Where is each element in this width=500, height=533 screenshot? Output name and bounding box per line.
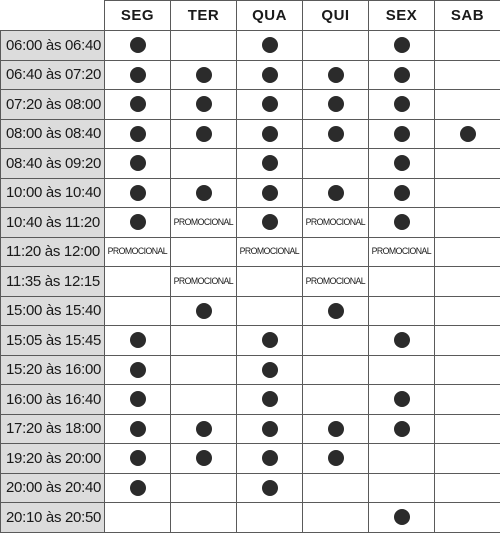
schedule-row <box>1 414 500 444</box>
schedule-cell <box>369 385 435 415</box>
class-available-dot-icon <box>130 421 146 437</box>
class-available-dot-icon <box>394 155 410 171</box>
class-available-dot-icon <box>394 214 410 230</box>
promotional-label: PROMOCIONAL <box>174 276 233 287</box>
schedule-row <box>1 149 500 179</box>
class-available-dot-icon <box>328 303 344 319</box>
schedule-row <box>1 60 500 90</box>
schedule-cell <box>105 90 171 120</box>
day-header-qui: QUI <box>303 1 369 31</box>
schedule-row <box>1 237 500 267</box>
schedule-cell <box>435 149 500 179</box>
class-available-dot-icon <box>196 303 212 319</box>
schedule-row <box>1 267 500 297</box>
schedule-cell <box>435 31 500 61</box>
class-available-dot-icon <box>130 450 146 466</box>
schedule-cell <box>105 326 171 356</box>
schedule-cell <box>171 237 237 267</box>
schedule-cell <box>369 355 435 385</box>
schedule-cell <box>369 267 435 297</box>
schedule-cell <box>369 237 435 267</box>
schedule-cell <box>171 326 237 356</box>
schedule-cell <box>171 355 237 385</box>
schedule-cell <box>171 473 237 503</box>
class-available-dot-icon <box>394 96 410 112</box>
class-available-dot-icon <box>130 362 146 378</box>
schedule-cell <box>435 60 500 90</box>
day-header-ter: TER <box>171 1 237 31</box>
class-available-dot-icon <box>262 362 278 378</box>
promotional-label: PROMOCIONAL <box>174 217 233 228</box>
schedule-cell <box>105 444 171 474</box>
time-slot-label: 15:05 às 15:45 <box>1 326 105 356</box>
schedule-cell <box>303 208 369 238</box>
time-slot-label: 20:10 às 20:50 <box>1 503 105 533</box>
schedule-cell <box>237 60 303 90</box>
schedule-cell <box>435 237 500 267</box>
schedule-cell <box>435 208 500 238</box>
time-slot-label: 06:40 às 07:20 <box>1 60 105 90</box>
schedule-cell <box>369 326 435 356</box>
schedule-cell <box>435 326 500 356</box>
class-available-dot-icon <box>130 126 146 142</box>
schedule-row <box>1 90 500 120</box>
schedule-row <box>1 355 500 385</box>
class-available-dot-icon <box>196 67 212 83</box>
schedule-cell <box>171 60 237 90</box>
schedule-cell <box>237 385 303 415</box>
schedule-cell <box>435 267 500 297</box>
schedule-cell <box>105 503 171 533</box>
schedule-cell <box>237 444 303 474</box>
schedule-cell <box>237 355 303 385</box>
header-row <box>1 1 500 31</box>
schedule-cell <box>303 31 369 61</box>
schedule-row <box>1 119 500 149</box>
schedule-cell <box>369 473 435 503</box>
time-slot-label: 16:00 às 16:40 <box>1 385 105 415</box>
time-slot-label: 11:35 às 12:15 <box>1 267 105 297</box>
schedule-cell <box>303 296 369 326</box>
time-slot-label: 11:20 às 12:00 <box>1 237 105 267</box>
class-available-dot-icon <box>196 185 212 201</box>
class-available-dot-icon <box>196 421 212 437</box>
schedule-cell <box>237 119 303 149</box>
schedule-cell <box>303 503 369 533</box>
day-header-sex: SEX <box>369 1 435 31</box>
schedule-cell <box>369 414 435 444</box>
class-available-dot-icon <box>262 391 278 407</box>
promotional-label: PROMOCIONAL <box>372 246 431 257</box>
schedule-cell <box>105 31 171 61</box>
schedule-cell <box>237 237 303 267</box>
schedule-cell <box>171 149 237 179</box>
schedule-cell <box>435 178 500 208</box>
schedule-cell <box>303 414 369 444</box>
class-available-dot-icon <box>328 421 344 437</box>
schedule-row <box>1 296 500 326</box>
schedule-cell <box>369 178 435 208</box>
schedule-cell <box>303 60 369 90</box>
schedule-cell <box>105 473 171 503</box>
time-slot-label: 10:40 às 11:20 <box>1 208 105 238</box>
schedule-cell <box>435 385 500 415</box>
schedule-cell <box>435 90 500 120</box>
schedule-cell <box>237 90 303 120</box>
schedule-cell <box>435 296 500 326</box>
schedule-cell <box>435 119 500 149</box>
schedule-cell <box>237 296 303 326</box>
schedule-cell <box>171 31 237 61</box>
schedule-cell <box>369 296 435 326</box>
header-corner <box>1 1 105 31</box>
schedule-row <box>1 31 500 61</box>
schedule-cell <box>171 90 237 120</box>
schedule-cell <box>303 149 369 179</box>
promotional-label: PROMOCIONAL <box>240 246 299 257</box>
time-slot-label: 15:20 às 16:00 <box>1 355 105 385</box>
promotional-label: PROMOCIONAL <box>306 217 365 228</box>
time-slot-label: 19:20 às 20:00 <box>1 444 105 474</box>
class-available-dot-icon <box>394 391 410 407</box>
schedule-cell <box>435 503 500 533</box>
schedule-cell <box>369 90 435 120</box>
schedule-cell <box>237 31 303 61</box>
class-available-dot-icon <box>328 67 344 83</box>
schedule-row <box>1 473 500 503</box>
schedule-cell <box>105 355 171 385</box>
day-header-sab: SAB <box>435 1 500 31</box>
day-header-seg: SEG <box>105 1 171 31</box>
schedule-cell <box>171 267 237 297</box>
schedule-cell <box>171 119 237 149</box>
time-slot-label: 08:00 às 08:40 <box>1 119 105 149</box>
schedule-cell <box>105 237 171 267</box>
schedule-cell <box>171 503 237 533</box>
time-slot-label: 07:20 às 08:00 <box>1 90 105 120</box>
class-available-dot-icon <box>328 126 344 142</box>
schedule-cell <box>105 414 171 444</box>
class-available-dot-icon <box>262 155 278 171</box>
schedule-cell <box>303 237 369 267</box>
class-available-dot-icon <box>262 96 278 112</box>
schedule-row <box>1 326 500 356</box>
class-available-dot-icon <box>262 67 278 83</box>
schedule-cell <box>435 355 500 385</box>
promotional-label: PROMOCIONAL <box>306 276 365 287</box>
schedule-cell <box>303 119 369 149</box>
class-available-dot-icon <box>394 185 410 201</box>
time-slot-label: 06:00 às 06:40 <box>1 31 105 61</box>
class-available-dot-icon <box>130 67 146 83</box>
schedule-cell <box>105 178 171 208</box>
schedule-cell <box>369 503 435 533</box>
class-available-dot-icon <box>394 421 410 437</box>
day-header-qua: QUA <box>237 1 303 31</box>
schedule-row <box>1 503 500 533</box>
schedule-cell <box>369 149 435 179</box>
class-available-dot-icon <box>196 450 212 466</box>
schedule-cell <box>105 385 171 415</box>
schedule-cell <box>105 149 171 179</box>
class-available-dot-icon <box>262 37 278 53</box>
schedule-row <box>1 208 500 238</box>
schedule-cell <box>303 90 369 120</box>
class-available-dot-icon <box>196 96 212 112</box>
schedule-cell <box>105 60 171 90</box>
schedule-cell <box>237 473 303 503</box>
class-available-dot-icon <box>460 126 476 142</box>
time-slot-label: 20:00 às 20:40 <box>1 473 105 503</box>
schedule-body <box>1 31 500 533</box>
schedule-cell <box>435 414 500 444</box>
class-available-dot-icon <box>262 450 278 466</box>
schedule-cell <box>105 208 171 238</box>
class-available-dot-icon <box>394 126 410 142</box>
schedule-cell <box>237 326 303 356</box>
schedule-cell <box>237 503 303 533</box>
schedule-cell <box>237 208 303 238</box>
schedule-cell <box>303 178 369 208</box>
class-available-dot-icon <box>196 126 212 142</box>
schedule-cell <box>171 385 237 415</box>
schedule-cell <box>237 267 303 297</box>
class-available-dot-icon <box>262 214 278 230</box>
schedule-cell <box>237 149 303 179</box>
time-slot-label: 15:00 às 15:40 <box>1 296 105 326</box>
class-available-dot-icon <box>130 37 146 53</box>
class-available-dot-icon <box>262 421 278 437</box>
schedule-row <box>1 444 500 474</box>
schedule-cell <box>171 444 237 474</box>
schedule-cell <box>369 208 435 238</box>
class-available-dot-icon <box>130 214 146 230</box>
schedule-cell <box>237 178 303 208</box>
schedule-cell <box>171 178 237 208</box>
class-available-dot-icon <box>394 37 410 53</box>
class-available-dot-icon <box>130 480 146 496</box>
schedule-cell <box>171 208 237 238</box>
schedule-cell <box>303 444 369 474</box>
schedule-cell <box>369 31 435 61</box>
class-available-dot-icon <box>130 332 146 348</box>
time-slot-label: 08:40 às 09:20 <box>1 149 105 179</box>
class-available-dot-icon <box>130 391 146 407</box>
class-available-dot-icon <box>394 332 410 348</box>
class-available-dot-icon <box>262 332 278 348</box>
schedule-cell <box>303 473 369 503</box>
class-available-dot-icon <box>328 185 344 201</box>
class-available-dot-icon <box>262 185 278 201</box>
schedule-cell <box>369 119 435 149</box>
class-available-dot-icon <box>262 480 278 496</box>
schedule-cell <box>171 414 237 444</box>
class-available-dot-icon <box>262 126 278 142</box>
class-available-dot-icon <box>394 67 410 83</box>
class-available-dot-icon <box>394 509 410 525</box>
schedule-row <box>1 178 500 208</box>
class-available-dot-icon <box>130 155 146 171</box>
schedule-cell <box>435 473 500 503</box>
schedule-row <box>1 385 500 415</box>
schedule-cell <box>369 444 435 474</box>
promotional-label: PROMOCIONAL <box>108 246 167 257</box>
schedule-cell <box>303 326 369 356</box>
schedule-cell <box>303 355 369 385</box>
schedule-cell <box>105 296 171 326</box>
schedule-cell <box>435 444 500 474</box>
schedule-cell <box>369 60 435 90</box>
class-available-dot-icon <box>130 185 146 201</box>
schedule-cell <box>171 296 237 326</box>
schedule-cell <box>237 414 303 444</box>
time-slot-label: 10:00 às 10:40 <box>1 178 105 208</box>
schedule-cell <box>105 267 171 297</box>
schedule-cell <box>105 119 171 149</box>
time-slot-label: 17:20 às 18:00 <box>1 414 105 444</box>
class-available-dot-icon <box>328 96 344 112</box>
class-available-dot-icon <box>130 96 146 112</box>
schedule-cell <box>303 385 369 415</box>
class-available-dot-icon <box>328 450 344 466</box>
schedule-cell <box>303 267 369 297</box>
